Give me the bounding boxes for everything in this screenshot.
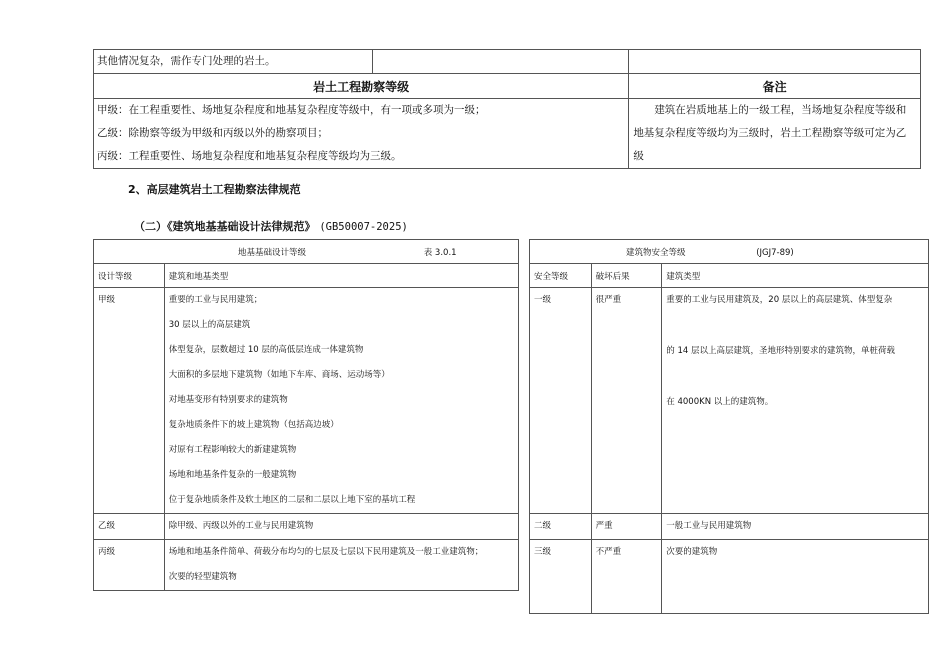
table1-levels-cell bbox=[94, 99, 629, 169]
right-table-code: (JGJ7-89) bbox=[756, 247, 794, 258]
list-item: 场地和地基条件复杂的一般建筑物 bbox=[168, 470, 297, 480]
list-item: 对地基变形有特别要求的建筑物 bbox=[168, 395, 288, 405]
level-item: 丙级：工程重要性、场地复杂程度和地基复杂程度等级均为三级。 bbox=[97, 150, 402, 162]
table1-header-note: 备注 bbox=[629, 74, 921, 99]
table1-top-text: 其他情况复杂，需作专门处理的岩土。 bbox=[94, 50, 373, 74]
consequence-cell: 不严重 bbox=[591, 540, 662, 614]
grade-cell: 甲级 bbox=[94, 288, 165, 514]
list-item: 大面积的多层地下建筑物（如地下车库、商场、运动场等） bbox=[168, 370, 390, 380]
left-col-header: 设计等级 bbox=[94, 264, 165, 288]
safety-grade-cell: 一级 bbox=[530, 288, 592, 514]
safety-grade-cell: 三级 bbox=[530, 540, 592, 614]
subsection-title: （二）《建筑地基基础设计法律规范》 bbox=[134, 220, 316, 233]
list-item: 30 层以上的高层建筑 bbox=[168, 320, 251, 330]
left-table-title-row bbox=[94, 240, 519, 264]
text-line: 在 4000KN 以上的建筑物。 bbox=[666, 397, 774, 407]
building-type-cell bbox=[662, 288, 929, 514]
survey-grade-table bbox=[93, 49, 921, 169]
list-item: 体型复杂，层数超过 10 层的高低层连成一体建筑物 bbox=[168, 345, 364, 355]
safety-grade-cell: 二级 bbox=[530, 514, 592, 540]
table1-empty-cell bbox=[372, 50, 629, 74]
right-col-header: 建筑类型 bbox=[662, 264, 929, 288]
subsection-heading bbox=[134, 218, 408, 234]
consequence-cell: 很严重 bbox=[591, 288, 662, 514]
building-type-cell: 次要的建筑物 bbox=[662, 540, 929, 614]
list-item: 场地和地基条件简单、荷载分布均匀的七层及七层以下民用建筑及一般工业建筑物； bbox=[168, 547, 484, 557]
text-line: 重要的工业与民用建筑及，20 层以上的高层建筑、体型复杂 bbox=[666, 295, 893, 305]
list-item: 对原有工程影响较大的新建建筑物 bbox=[168, 445, 297, 455]
right-col-header: 安全等级 bbox=[530, 264, 592, 288]
table1-note: 建筑在岩质地基上的一级工程，当场地复杂程度等级和地基复杂程度等级均为三级时，岩土工程勘察等级可定为乙级 bbox=[629, 99, 921, 169]
consequence-cell: 严重 bbox=[591, 514, 662, 540]
list-item: 复杂地质条件下的坡上建筑物（包括高边坡） bbox=[168, 420, 339, 430]
right-table-title-row bbox=[530, 240, 929, 264]
grade-cell: 丙级 bbox=[94, 540, 165, 591]
section-heading: 2、高层建筑岩土工程勘察法律规范 bbox=[128, 183, 301, 196]
level-item: 乙级：除勘察等级为甲级和丙级以外的勘察项目； bbox=[97, 127, 328, 139]
list-item: 重要的工业与民用建筑； bbox=[168, 295, 263, 305]
text-line: 的 14 层以上高层建筑，圣地形特别要求的建筑物，单桩荷载 bbox=[666, 346, 896, 356]
right-col-header: 破坏后果 bbox=[591, 264, 662, 288]
table1-empty-cell bbox=[629, 50, 921, 74]
table1-header-grade: 岩土工程勘察等级 bbox=[94, 74, 629, 99]
level-item: 甲级：在工程重要性、场地复杂程度和地基复杂程度等级中，有一项或多项为一级； bbox=[97, 104, 486, 116]
building-type-cell: 一般工业与民用建筑物 bbox=[662, 514, 929, 540]
subsection-code: (GB50007-2025) bbox=[319, 221, 408, 233]
building-type-cell: 除甲级、丙级以外的工业与民用建筑物 bbox=[164, 514, 518, 540]
list-item: 次要的轻型建筑物 bbox=[168, 572, 237, 582]
building-type-cell bbox=[164, 288, 518, 514]
left-col-header: 建筑和地基类型 bbox=[164, 264, 518, 288]
grade-cell: 乙级 bbox=[94, 514, 165, 540]
building-safety-grade-table bbox=[529, 239, 929, 614]
list-item: 位于复杂地质条件及软土地区的二层和二层以上地下室的基坑工程 bbox=[168, 495, 416, 505]
foundation-design-grade-table bbox=[93, 239, 519, 591]
left-table-title: 地基基础设计等级 bbox=[238, 247, 307, 258]
building-type-cell bbox=[164, 540, 518, 591]
right-table-title: 建筑物安全等级 bbox=[626, 247, 686, 258]
left-table-number: 表 3.0.1 bbox=[423, 247, 457, 258]
